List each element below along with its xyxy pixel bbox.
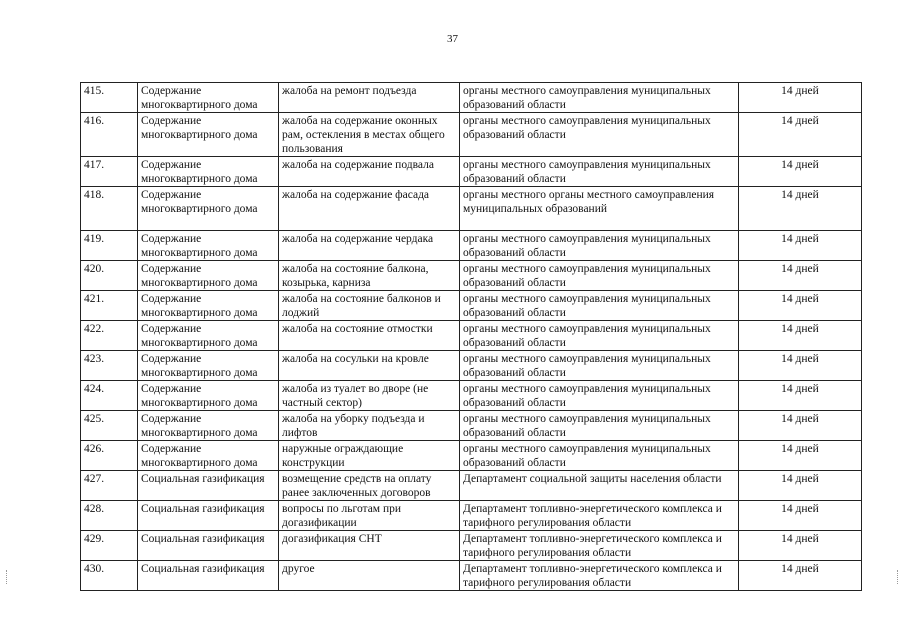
row-number: 421. <box>81 291 138 321</box>
row-issue: наружные ограждающие конструкции <box>279 441 460 471</box>
row-organization: органы местного самоуправления муниципальных образований области <box>460 351 739 381</box>
row-issue: жалоба из туалет во дворе (не частный сектор) <box>279 381 460 411</box>
row-term: 14 дней <box>739 231 862 261</box>
table-row <box>81 187 862 231</box>
row-category: Содержание многоквартирного дома <box>138 157 279 187</box>
row-number: 424. <box>81 381 138 411</box>
row-term: 14 дней <box>739 441 862 471</box>
row-issue: жалоба на содержание подвала <box>279 157 460 187</box>
table-row <box>81 471 862 501</box>
table-row <box>81 411 862 441</box>
table-row <box>81 501 862 531</box>
row-category: Социальная газификация <box>138 471 279 501</box>
row-term: 14 дней <box>739 501 862 531</box>
row-number: 416. <box>81 113 138 157</box>
row-organization: органы местного самоуправления муниципальных образований области <box>460 441 739 471</box>
row-term: 14 дней <box>739 291 862 321</box>
row-term: 14 дней <box>739 113 862 157</box>
table-row <box>81 441 862 471</box>
row-issue: жалоба на содержание оконных рам, остекления в местах общего пользования <box>279 113 460 157</box>
row-term: 14 дней <box>739 531 862 561</box>
left-edge-mark <box>6 570 8 584</box>
row-category: Содержание многоквартирного дома <box>138 351 279 381</box>
row-organization: Департамент топливно-энергетического комплекса и тарифного регулирования области <box>460 531 739 561</box>
row-number: 418. <box>81 187 138 231</box>
row-category: Социальная газификация <box>138 531 279 561</box>
row-organization: органы местного самоуправления муниципальных образований области <box>460 113 739 157</box>
row-issue: вопросы по льготам при догазификации <box>279 501 460 531</box>
row-number: 423. <box>81 351 138 381</box>
row-number: 425. <box>81 411 138 441</box>
row-number: 428. <box>81 501 138 531</box>
row-issue: жалоба на содержание фасада <box>279 187 460 231</box>
registry-table <box>80 82 862 591</box>
row-organization: органы местного самоуправления муниципальных образований области <box>460 291 739 321</box>
row-category: Содержание многоквартирного дома <box>138 231 279 261</box>
table-row <box>81 381 862 411</box>
row-number: 417. <box>81 157 138 187</box>
row-category: Содержание многоквартирного дома <box>138 187 279 231</box>
row-category: Содержание многоквартирного дома <box>138 321 279 351</box>
row-organization: Департамент топливно-энергетического комплекса и тарифного регулирования области <box>460 561 739 591</box>
table-row <box>81 291 862 321</box>
row-number: 430. <box>81 561 138 591</box>
table-body <box>81 83 862 591</box>
row-organization: органы местного самоуправления муниципальных образований области <box>460 381 739 411</box>
row-issue: догазификация СНТ <box>279 531 460 561</box>
row-number: 422. <box>81 321 138 351</box>
row-organization: органы местного самоуправления муниципальных образований области <box>460 261 739 291</box>
row-issue: другое <box>279 561 460 591</box>
row-category: Содержание многоквартирного дома <box>138 83 279 113</box>
row-term: 14 дней <box>739 381 862 411</box>
row-organization: органы местного самоуправления муниципальных образований области <box>460 321 739 351</box>
row-number: 415. <box>81 83 138 113</box>
row-category: Содержание многоквартирного дома <box>138 291 279 321</box>
row-issue: жалоба на содержание чердака <box>279 231 460 261</box>
row-category: Социальная газификация <box>138 561 279 591</box>
table-row <box>81 157 862 187</box>
row-term: 14 дней <box>739 411 862 441</box>
table-row <box>81 261 862 291</box>
row-category: Содержание многоквартирного дома <box>138 411 279 441</box>
table-row <box>81 561 862 591</box>
row-term: 14 дней <box>739 561 862 591</box>
row-term: 14 дней <box>739 187 862 231</box>
row-organization: органы местного органы местного самоуправления муниципальных образований <box>460 187 739 231</box>
row-number: 419. <box>81 231 138 261</box>
row-term: 14 дней <box>739 157 862 187</box>
table-row <box>81 531 862 561</box>
row-term: 14 дней <box>739 321 862 351</box>
row-term: 14 дней <box>739 471 862 501</box>
row-organization: органы местного самоуправления муниципальных образований области <box>460 83 739 113</box>
row-category: Социальная газификация <box>138 501 279 531</box>
row-organization: органы местного самоуправления муниципальных образований области <box>460 231 739 261</box>
page-number: 37 <box>447 33 458 45</box>
row-issue: жалоба на состояние отмостки <box>279 321 460 351</box>
table-row <box>81 113 862 157</box>
row-category: Содержание многоквартирного дома <box>138 441 279 471</box>
row-issue: жалоба на уборку подъезда и лифтов <box>279 411 460 441</box>
table-row <box>81 351 862 381</box>
table-row <box>81 321 862 351</box>
row-term: 14 дней <box>739 351 862 381</box>
right-edge-mark <box>897 570 899 584</box>
row-issue: жалоба на состояние балконов и лоджий <box>279 291 460 321</box>
row-issue: жалоба на ремонт подъезда <box>279 83 460 113</box>
row-organization: Департамент топливно-энергетического комплекса и тарифного регулирования области <box>460 501 739 531</box>
row-organization: органы местного самоуправления муниципальных образований области <box>460 157 739 187</box>
row-term: 14 дней <box>739 83 862 113</box>
row-issue: возмещение средств на оплату ранее заключенных договоров <box>279 471 460 501</box>
row-number: 426. <box>81 441 138 471</box>
row-category: Содержание многоквартирного дома <box>138 261 279 291</box>
table-row <box>81 231 862 261</box>
table-row <box>81 83 862 113</box>
row-issue: жалоба на сосульки на кровле <box>279 351 460 381</box>
row-number: 427. <box>81 471 138 501</box>
row-organization: Департамент социальной защиты населения области <box>460 471 739 501</box>
row-term: 14 дней <box>739 261 862 291</box>
row-category: Содержание многоквартирного дома <box>138 381 279 411</box>
row-issue: жалоба на состояние балкона, козырька, карниза <box>279 261 460 291</box>
row-organization: органы местного самоуправления муниципальных образований области <box>460 411 739 441</box>
row-category: Содержание многоквартирного дома <box>138 113 279 157</box>
row-number: 420. <box>81 261 138 291</box>
row-number: 429. <box>81 531 138 561</box>
